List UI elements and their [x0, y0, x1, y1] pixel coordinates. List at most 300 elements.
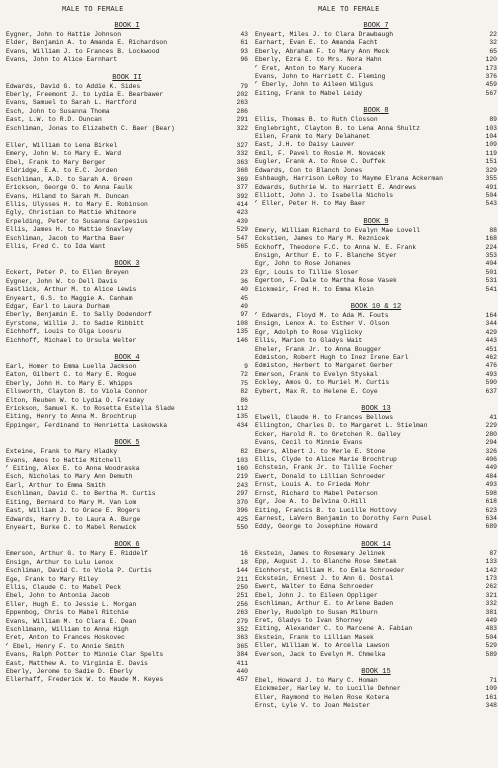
entry-page-number: 363 — [236, 634, 248, 642]
marriage-entry — [6, 576, 248, 584]
entry-names: Ege, Frank to Mary Riley — [6, 575, 99, 583]
entry-page-number: 353 — [485, 251, 497, 259]
entry-page-number: 550 — [236, 523, 248, 531]
marriage-entry — [6, 363, 248, 371]
marriage-entry — [6, 320, 248, 328]
entry-page-number: 243 — [236, 481, 248, 489]
book-section — [255, 107, 497, 208]
entry-names: Earl, Arthur to Emma Smith — [6, 481, 106, 489]
entry-page-number: 87 — [489, 549, 497, 557]
entry-names: Ellsworth, Clayton B. to Viola Connor — [6, 388, 148, 396]
marriage-entry — [255, 600, 497, 608]
entry-page-number: 40 — [240, 286, 248, 294]
entry-names: ✓ Eberly, John to Aileen Wilgus — [255, 81, 473, 89]
marriage-entry — [6, 567, 248, 575]
entry-names: Emerson, Arthur G. to Mary E. Riddelf — [6, 550, 148, 558]
marriage-entry — [255, 277, 497, 285]
entry-page-number: 634 — [485, 514, 497, 522]
marriage-entry — [255, 422, 497, 430]
marriage-entry — [6, 150, 248, 158]
entry-names: Eybert, Max R. to Helene E. Coye — [255, 387, 378, 395]
entry-names: Ensign, Arthur E. to F. Blanche Styer — [255, 251, 397, 259]
entry-names: Eberly, Jerome to Sadie D. Eberly — [6, 668, 133, 675]
entry-names: Enyeart, G.S. to Maggie A. Canham — [6, 294, 133, 302]
entry-names: Everson, Jack to Evelyn M. Chmelka — [255, 650, 386, 658]
marriage-entry — [6, 39, 248, 47]
entry-names: Ebers, Albert J. to Merle E. Stone — [255, 447, 386, 455]
entry-page-number: 161 — [485, 693, 497, 701]
book-section — [255, 668, 497, 711]
entry-names: Eichhorst, William H. to Emla Schroeder — [255, 566, 405, 574]
marriage-entry — [6, 226, 248, 234]
entry-names: Enyeart, Miles J. to Clara Drawbaugh — [255, 31, 394, 38]
entry-page-number: 279 — [236, 617, 248, 625]
entry-page-number: 43 — [240, 31, 248, 38]
entry-page-number: 348 — [485, 702, 497, 710]
marriage-entry — [6, 167, 248, 175]
marriage-entry — [255, 371, 497, 379]
marriage-entry — [6, 676, 248, 684]
marriage-entry — [255, 558, 497, 566]
entry-page-number: 45 — [240, 294, 248, 302]
entry-names: Earnest, LaVern Benjamin to Dorothy Fern Pusel — [255, 514, 432, 522]
book-section — [6, 142, 248, 251]
entry-page-number: 501 — [485, 268, 497, 276]
entry-page-number: 280 — [485, 430, 497, 438]
entry-page-number: 72 — [240, 371, 248, 379]
entry-page-number: 61 — [240, 39, 248, 47]
entry-names: East, Matthew A. to Virginia E. Davis — [6, 659, 148, 667]
entry-names: Ebel, Frank to Mary Berger — [6, 158, 106, 166]
entry-names: Ellerhaff, Frederick W. to Maude M. Keyes — [6, 676, 164, 684]
entry-page-number: 49 — [240, 302, 248, 310]
entry-page-number: 160 — [236, 465, 248, 473]
entry-names: Eschliman, Jonas to Elizabeth C. Baer (Bear) — [6, 124, 175, 132]
entry-page-number: 623 — [485, 506, 497, 514]
entry-page-number: 286 — [236, 107, 248, 115]
entry-names: Eschliman, Jacob to Martha Baer — [6, 234, 125, 242]
marriage-entry — [6, 337, 248, 345]
marriage-entry — [255, 329, 497, 337]
entry-names: Elton, Reuben W. to Lydia O. Freiday — [6, 396, 145, 404]
entry-names: Emery, William Richard to Evalyn Mae Lovell — [255, 226, 420, 234]
right-column-header: MALE TO FEMALE — [318, 6, 380, 14]
entry-page-number: 541 — [485, 285, 497, 293]
entry-names: ✓ Edwards, Floyd M. to Ada M. Fouts — [255, 312, 473, 320]
entry-page-number: 120 — [485, 56, 497, 64]
book-section — [6, 74, 248, 133]
entry-page-number: 689 — [485, 523, 497, 531]
entry-page-number: 531 — [485, 277, 497, 285]
entry-page-number: 327 — [236, 142, 248, 150]
entry-names: Eastlick, Arthur M. to Alice Lewis — [6, 286, 137, 294]
entry-page-number: 543 — [485, 200, 497, 208]
marriage-entry — [6, 176, 248, 184]
entry-page-number: 224 — [485, 243, 497, 251]
entry-names: Eiting, Alexander C. to Marcene A. Fabian — [255, 625, 413, 633]
entry-names: Ernst, Lyle V. to Joan Meister — [255, 702, 371, 710]
entry-page-number: 164 — [485, 311, 497, 319]
marriage-entry — [6, 56, 248, 64]
entry-names: Erickson, Samuel K. to Rosetta Estella Slade — [6, 405, 175, 413]
marriage-entry — [255, 431, 497, 439]
book-section — [6, 439, 248, 532]
entry-names: Edwards, Harry D. to Laura A. Burge — [6, 515, 141, 523]
entry-names: Eichhoff, Michael to Ursula Welter — [6, 336, 137, 344]
marriage-entry — [6, 550, 248, 558]
book-section — [6, 22, 248, 65]
marriage-entry — [255, 192, 497, 200]
entry-page-number: 168 — [485, 235, 497, 243]
entry-names: Egerton, F. Dale to Martha Rose Vasek — [255, 277, 397, 285]
marriage-entry — [6, 584, 248, 592]
entry-page-number: 423 — [236, 209, 248, 217]
entry-page-number: 263 — [236, 609, 248, 617]
entry-page-number: 96 — [240, 56, 248, 64]
entry-names: Eickmeir, Fred H. to Emma Klein — [255, 285, 374, 293]
marriage-entry — [6, 524, 248, 532]
entry-page-number: 326 — [485, 447, 497, 455]
entry-page-number: 368 — [236, 167, 248, 175]
marriage-entry — [6, 499, 248, 507]
entry-names: Ebel, Howard J. to Mary C. Homan — [255, 677, 378, 684]
marriage-entry — [6, 303, 248, 311]
book-section — [6, 541, 248, 685]
marriage-entry — [255, 625, 497, 633]
marriage-entry — [255, 133, 497, 141]
entry-page-number: 590 — [485, 379, 497, 387]
marriage-entry — [6, 209, 248, 217]
entry-names: Evans, Hiland to Sarah M. Duncan — [6, 192, 129, 200]
entry-names: Egr, Joe A. to Delvina O.Hill — [255, 498, 367, 506]
entry-names: Egr, John to Rose Johanes — [255, 260, 351, 268]
entry-page-number: 404 — [485, 260, 497, 268]
entry-page-number: 297 — [236, 490, 248, 498]
marriage-entry — [255, 651, 497, 659]
entry-page-number: 119 — [485, 149, 497, 157]
marriage-entry — [255, 337, 497, 345]
marriage-entry — [6, 516, 248, 524]
entry-page-number: 355 — [485, 175, 497, 183]
entry-page-number: 440 — [236, 668, 248, 675]
entry-names: Ellis, Thomas B. to Ruth Closson — [255, 116, 378, 124]
book-section — [255, 405, 497, 532]
marriage-entry — [6, 295, 248, 303]
marriage-entry — [255, 56, 497, 64]
marriage-entry — [255, 490, 497, 498]
marriage-entry — [255, 244, 497, 252]
entry-names: Eberly, Ezra E. to Mrs. Nora Hahn — [255, 56, 382, 64]
entry-names: Eller, William W. to Arcella Lawson — [255, 642, 390, 650]
marriage-entry — [6, 108, 248, 116]
entry-page-number: 493 — [485, 370, 497, 378]
entry-names: Eiting, Henry to Anna M. Brochtrup — [6, 413, 137, 421]
entry-names: Eberly, Abraham F. to Mary Ann Meck — [255, 47, 390, 55]
entry-names: Evans, Samuel to Sarah L. Hartford — [6, 99, 137, 107]
marriage-entry — [255, 200, 497, 208]
entry-page-number: 414 — [236, 200, 248, 208]
entry-page-number: 18 — [240, 558, 248, 566]
marriage-entry — [6, 490, 248, 498]
marriage-entry — [255, 694, 497, 702]
entry-names: Evans, John to Harriett C. Fleming — [255, 73, 386, 81]
entry-names: Ebel, John to Antonia Jacob — [6, 592, 110, 600]
marriage-entry — [255, 252, 497, 260]
entry-names: ✓ Eller, Peter H. to May Baer — [255, 200, 473, 208]
entry-names: Eppenbog, Chris to Mabel Ritchie — [6, 609, 129, 617]
entry-names: Esch, John to Susanna Thoma — [6, 107, 110, 115]
entry-page-number: 529 — [236, 226, 248, 234]
marriage-entry — [6, 668, 248, 676]
entry-page-number: 365 — [236, 642, 248, 650]
marriage-entry — [255, 550, 497, 558]
entry-page-number: 75 — [240, 379, 248, 387]
entry-names: Ecker, Harold R. to Gretchen R. Galley — [255, 430, 401, 438]
entry-page-number: 565 — [236, 242, 248, 250]
entry-names: Eberly, John H. to Mary E. Whipps — [6, 379, 133, 387]
marriage-entry — [6, 48, 248, 56]
entry-page-number: 65 — [489, 47, 497, 55]
entry-names: Esch, Nicholas to Mary Ann Demuth — [6, 473, 133, 481]
entry-page-number: 491 — [485, 183, 497, 191]
entry-page-number: 376 — [485, 73, 497, 81]
entry-page-number: 41 — [489, 414, 497, 422]
entry-names: Ewert, Walter to Edna Schroeder — [255, 583, 374, 591]
book-section — [6, 260, 248, 345]
entry-names: Eckley, Amos G. to Muriel M. Curtis — [255, 379, 390, 387]
entry-names: Edgar, Earl to Laura Durham — [6, 302, 110, 310]
entry-page-number: 363 — [236, 158, 248, 166]
entry-page-number: 457 — [236, 676, 248, 684]
entry-page-number: 89 — [489, 116, 497, 124]
entry-names: Eppinger, Ferdinand to Henrietta Laskowska — [6, 421, 168, 429]
entry-page-number: 381 — [485, 608, 497, 616]
entry-page-number: 439 — [236, 217, 248, 225]
entry-names: Erpelding, Peter to Susanna Carpesius — [6, 217, 148, 225]
marriage-entry — [255, 498, 497, 506]
book-title: BOOK 10 & 12 — [350, 302, 402, 311]
entry-page-number: 598 — [485, 489, 497, 497]
entry-names: Eberly, Benjamin E. to Sally Dodendorf — [6, 311, 152, 319]
entry-page-number: 547 — [236, 234, 248, 242]
book-title: BOOK 15 — [361, 668, 391, 676]
marriage-entry — [6, 193, 248, 201]
entry-names: Elder, Benjamin A. to Amanda E. Richardson — [6, 39, 168, 47]
entry-page-number: 567 — [485, 89, 497, 97]
entry-names: Elliott, John J. to Isabella Nichols — [255, 191, 394, 199]
marriage-entry — [255, 617, 497, 625]
entry-page-number: 449 — [485, 616, 497, 624]
entry-names: Eret, Gladys to Ivan Shorney — [255, 616, 363, 624]
entry-names: Eckhoff, Theodore F.C. to Anna W. E. Frank — [255, 243, 417, 251]
marriage-entry — [6, 286, 248, 294]
entry-names: Eldridge, E.A. to E.C. Jorden — [6, 167, 118, 175]
entry-names: Ebel, John J. to Eileen Oppliger — [255, 591, 378, 599]
marriage-entry — [255, 260, 497, 268]
entry-page-number: 377 — [236, 184, 248, 192]
entry-names: Eiting, Francis B. to Lucille Hottovy — [255, 506, 397, 514]
entry-page-number: 504 — [485, 191, 497, 199]
entry-names: Eschliman, A.D. to Sarah A. Green — [6, 175, 133, 183]
marriage-entry — [6, 482, 248, 490]
marriage-entry — [255, 507, 497, 515]
entry-names: Eller, William to Lena Birkel — [6, 142, 118, 150]
entry-names: Eugler, Frank A. to Rose C. Duffek — [255, 158, 386, 166]
marriage-entry — [6, 634, 248, 642]
entry-page-number: 370 — [236, 498, 248, 506]
entry-names: Emerson, Frank to Evelyn Styskal — [255, 370, 378, 378]
marriage-entry — [255, 320, 497, 328]
right-column — [255, 22, 497, 720]
book-title: BOOK 6 — [114, 541, 140, 550]
marriage-entry — [6, 184, 248, 192]
entry-names: Eygner, John to Hattie Johnson — [6, 31, 122, 38]
entry-page-number: 529 — [485, 642, 497, 650]
marriage-entry — [6, 465, 248, 473]
entry-page-number: 411 — [236, 659, 248, 667]
marriage-entry — [255, 575, 497, 583]
entry-names: ✓ Eiting, Alex E. to Anna Woodraska — [6, 465, 224, 473]
marriage-entry — [6, 218, 248, 226]
marriage-entry — [255, 150, 497, 158]
marriage-entry — [255, 90, 497, 98]
entry-names: East, L.W. to R.D. Duncan — [6, 116, 102, 124]
entry-names: Egly, Christian to Mattie Whitmore — [6, 209, 137, 217]
entry-page-number: 219 — [236, 473, 248, 481]
marriage-entry — [6, 380, 248, 388]
entry-page-number: 109 — [485, 685, 497, 693]
entry-page-number: 71 — [489, 677, 497, 684]
entry-names: Eiting, Bernard to Mary M. Van Lom — [6, 498, 137, 506]
marriage-entry — [6, 651, 248, 659]
entry-names: Eiting, Frank to Mabel Leidy — [255, 89, 363, 97]
entry-names: Eschliman, David C. to Bertha M. Curtis — [6, 490, 156, 498]
entry-page-number: 173 — [485, 64, 497, 72]
marriage-entry — [6, 473, 248, 481]
entry-names: Erickson, George O. to Anna Faulk — [6, 184, 133, 192]
entry-names: Eberly, Freemont J. to Lydia E. Bearbawer — [6, 91, 164, 99]
marriage-entry — [6, 422, 248, 430]
marriage-entry — [6, 457, 248, 465]
entry-page-number: 476 — [485, 362, 497, 370]
marriage-entry — [255, 642, 497, 650]
entry-page-number: 202 — [236, 91, 248, 99]
book-title: BOOK 5 — [114, 439, 140, 448]
marriage-entry — [255, 73, 497, 81]
entry-page-number: 109 — [485, 141, 497, 149]
entry-names: Eret, Anton to Frances Hoskovec — [6, 634, 125, 642]
left-column-header: MALE TO FEMALE — [62, 6, 124, 14]
entry-page-number: 133 — [485, 558, 497, 566]
entry-names: Eckert, Peter P. to Ellen Breyen — [6, 269, 129, 277]
entry-page-number: 211 — [236, 575, 248, 583]
entry-names: ✓ Ebel, Henry F. to Annie Smith — [6, 643, 224, 651]
entry-names: Epp, August J. to Blanche Rose Smetak — [255, 558, 397, 566]
entry-names: Eschliman, Arthur E. to Arlene Baden — [255, 600, 394, 608]
entry-page-number: 637 — [485, 387, 497, 395]
marriage-entry — [6, 311, 248, 319]
entry-page-number: 504 — [485, 633, 497, 641]
entry-names: Eaton, Gilbert C. to Mary E. Rogue — [6, 371, 137, 379]
book-section — [255, 303, 497, 396]
marriage-entry — [6, 448, 248, 456]
book-section — [255, 22, 497, 98]
marriage-entry — [255, 592, 497, 600]
entry-names: Edwards, Con to Blanch Jones — [255, 166, 363, 174]
entry-names: Evans, Amos to Hattie Mitchell — [6, 456, 122, 464]
entry-names: Elwell, Claude H. to Frances Bellows — [255, 414, 394, 422]
entry-names: East, William J. to Grace E. Rogers — [6, 507, 141, 515]
book-title: BOOK 3 — [114, 260, 140, 269]
marriage-entry — [255, 184, 497, 192]
entry-page-number: 256 — [236, 600, 248, 608]
entry-names: Englebright, Clayton B. to Lena Anna Shultz — [255, 124, 420, 132]
entry-page-number: 229 — [485, 422, 497, 430]
marriage-entry — [255, 125, 497, 133]
entry-page-number: 449 — [485, 464, 497, 472]
entry-names: Edmiston, Robert Hugh to Inez Irene Earl — [255, 354, 409, 361]
entry-page-number: 93 — [240, 47, 248, 55]
marriage-entry — [6, 507, 248, 515]
entry-names: Ernst, Richard to Mabel Peterson — [255, 489, 378, 497]
entry-page-number: 459 — [485, 81, 497, 89]
entry-page-number: 97 — [240, 311, 248, 319]
entry-names: Evans, William M. to Clara E. Dean — [6, 617, 137, 625]
entry-names: Eddy, George to Josephine Howard — [255, 523, 378, 531]
entry-page-number: 82 — [240, 388, 248, 396]
book-title: BOOK 4 — [114, 354, 140, 362]
marriage-entry — [6, 626, 248, 634]
entry-names: Edmiston, Herbert to Margaret Gerber — [255, 362, 394, 370]
entry-names: Ellis, Marion to Gladys Wait — [255, 337, 363, 345]
marriage-entry — [255, 158, 497, 166]
marriage-entry — [255, 346, 497, 354]
marriage-entry — [255, 227, 497, 235]
entry-page-number: 396 — [236, 507, 248, 515]
entry-page-number: 16 — [240, 550, 248, 558]
entry-page-number: 22 — [489, 31, 497, 38]
marriage-entry — [255, 354, 497, 362]
book-section — [255, 218, 497, 294]
entry-page-number: 36 — [240, 277, 248, 285]
book-section — [6, 354, 248, 430]
entry-page-number: 321 — [485, 591, 497, 599]
entry-page-number: 332 — [485, 600, 497, 608]
book-section — [255, 541, 497, 659]
entry-page-number: 344 — [485, 320, 497, 328]
entry-page-number: 88 — [489, 226, 497, 234]
marriage-entry — [6, 116, 248, 124]
book-title: BOOK 9 — [363, 217, 389, 226]
entry-page-number: 589 — [485, 650, 497, 658]
entry-names: Eller, Hugh E. to Jessie L. Morgan — [6, 600, 137, 608]
entry-names: Ensign, Lenox A. to Esther V. Olson — [255, 320, 390, 328]
entry-page-number: 434 — [236, 421, 248, 429]
entry-page-number: 493 — [485, 481, 497, 489]
entry-page-number: 108 — [236, 319, 248, 327]
entry-page-number: 103 — [485, 124, 497, 132]
entry-names: Ellis, Claude C. to Mabel Peck — [6, 583, 122, 591]
entry-page-number: 384 — [236, 651, 248, 659]
marriage-entry — [255, 39, 497, 47]
entry-page-number: 352 — [236, 625, 248, 633]
marriage-entry — [255, 515, 497, 523]
entry-names: Eberly, Rudolph to Susan Milburn — [255, 608, 378, 616]
entry-names: Ewert, Donald to Lillian Schroeder — [255, 472, 386, 480]
entry-page-number: 135 — [236, 413, 248, 421]
marriage-entry — [6, 269, 248, 277]
marriage-entry — [6, 83, 248, 91]
